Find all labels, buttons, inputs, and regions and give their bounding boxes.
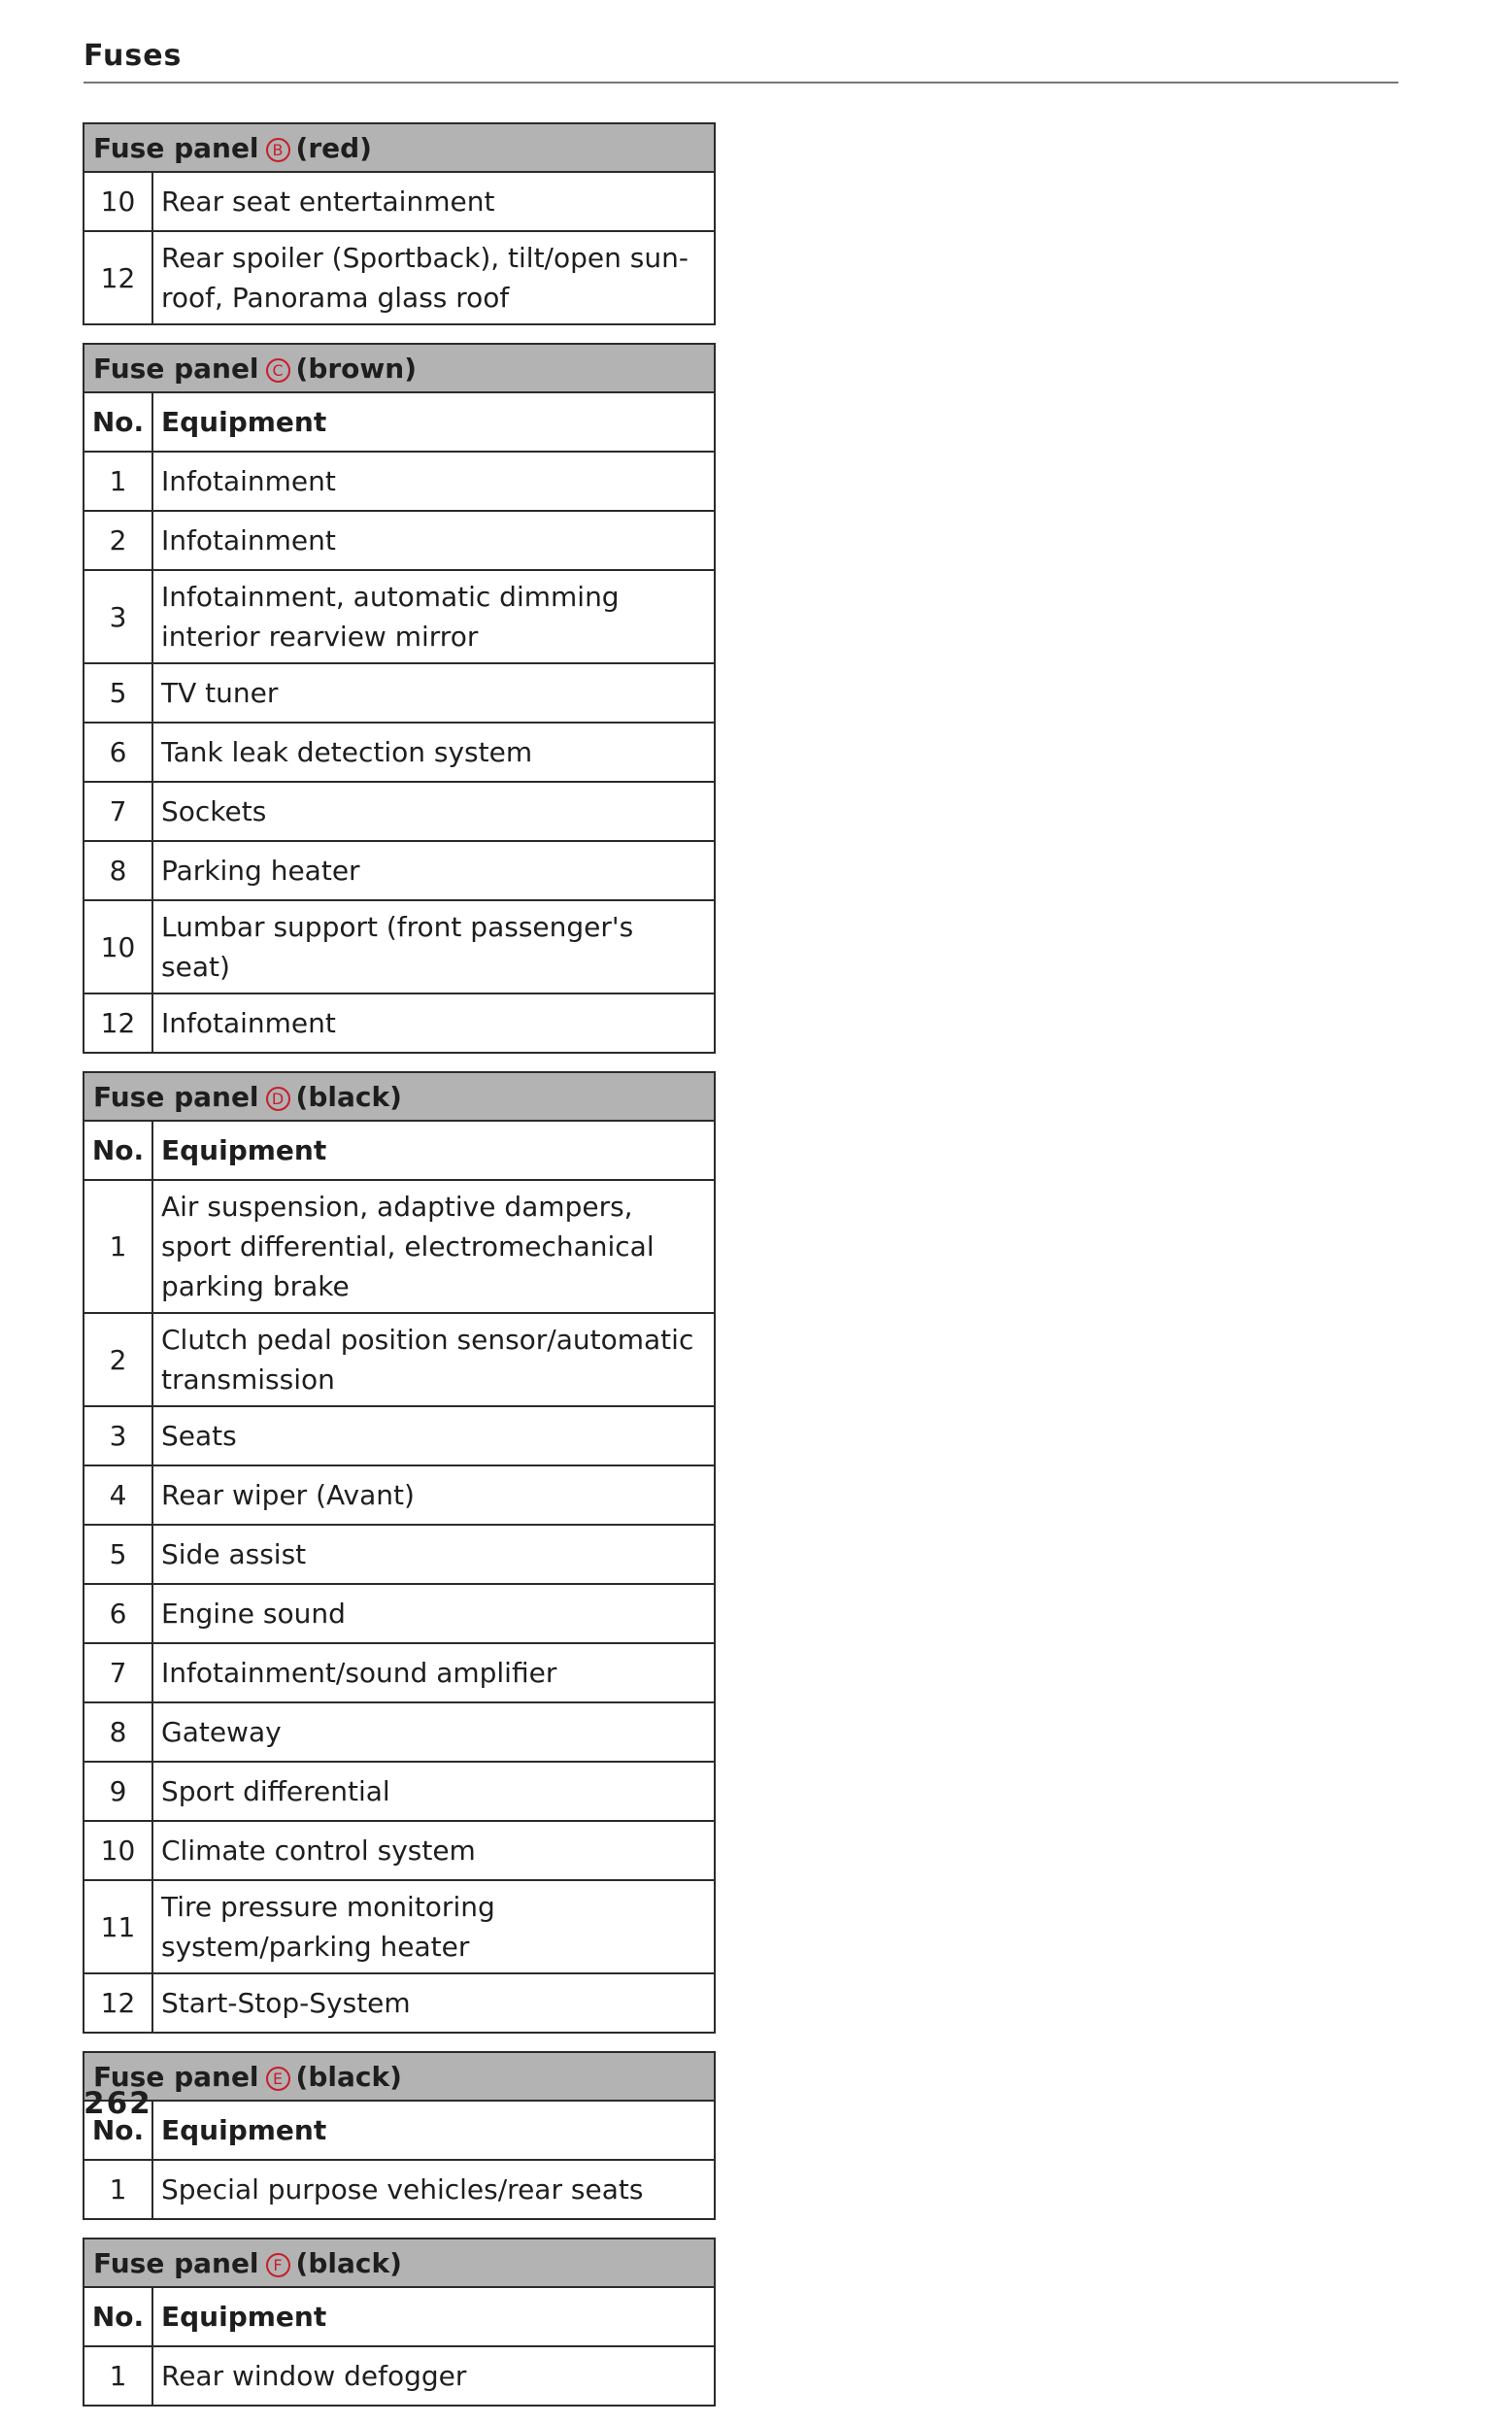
- fuse-equipment: Infotainment, automatic dimming interior rearview mirror: [152, 570, 715, 663]
- fuse-equipment: Rear wiper (Avant): [152, 1465, 715, 1525]
- fuse-number: 10: [84, 1821, 152, 1880]
- column-header-row: [84, 2101, 715, 2160]
- fuse-equipment: Air suspension, adaptive dampers, sport differential, electromechanical parking brake: [152, 1180, 715, 1313]
- table-row: [84, 1880, 715, 1973]
- fuse-equipment: Sockets: [152, 782, 715, 841]
- fuse-equipment: Climate control system: [152, 1821, 715, 1880]
- fuse-equipment: Tire pressure monitoring system/parking heater: [152, 1880, 715, 1973]
- table-row: [84, 1313, 715, 1406]
- table-row: [84, 723, 715, 782]
- fuse-number: 10: [84, 900, 152, 993]
- page-number: 262: [84, 2086, 152, 2121]
- table-row: [84, 172, 715, 231]
- table-row: [84, 993, 715, 1053]
- panel-header: [84, 2052, 715, 2101]
- header-divider: [84, 82, 1398, 84]
- fuse-number: 10: [84, 172, 152, 231]
- fuse-equipment: Clutch pedal position sensor/automatic transmission: [152, 1313, 715, 1406]
- fuse-number: 8: [84, 1702, 152, 1762]
- fuse-equipment: Special purpose vehicles/rear seats: [152, 2160, 715, 2219]
- fuse-number: 9: [84, 1762, 152, 1821]
- table-row: [84, 2160, 715, 2219]
- column-header-equipment: Equipment: [152, 392, 715, 452]
- panel-color: (red): [295, 131, 372, 164]
- panel-header-row: [84, 344, 715, 392]
- fuse-number: 12: [84, 993, 152, 1053]
- panel-letter-circle-icon: D: [266, 1087, 290, 1111]
- panel-prefix: Fuse panel: [93, 1080, 259, 1113]
- fuse-number: 5: [84, 663, 152, 723]
- table-row: [84, 1821, 715, 1880]
- table-row: [84, 1973, 715, 2033]
- panel-color: (black): [295, 1080, 402, 1113]
- column-header-row: [84, 1121, 715, 1180]
- panel-color: (black): [295, 2246, 402, 2279]
- table-row: [84, 1465, 715, 1525]
- fuse-panel-f-table: [83, 2238, 716, 2407]
- fuse-panel-c-table: [83, 343, 716, 1054]
- fuse-number: 11: [84, 1880, 152, 1973]
- column-header-row: [84, 2287, 715, 2346]
- table-row: [84, 2346, 715, 2406]
- column-header-no: No.: [84, 392, 152, 452]
- fuse-number: 1: [84, 2160, 152, 2219]
- fuse-equipment: Gateway: [152, 1702, 715, 1762]
- fuse-panel-list: [83, 122, 716, 2424]
- column-header-equipment: Equipment: [152, 2101, 715, 2160]
- table-row: [84, 1762, 715, 1821]
- fuse-equipment: Rear seat entertainment: [152, 172, 715, 231]
- table-row: [84, 900, 715, 993]
- fuse-number: 2: [84, 511, 152, 570]
- fuse-number: 2: [84, 1313, 152, 1406]
- table-row: [84, 1180, 715, 1313]
- fuse-number: 7: [84, 1643, 152, 1702]
- fuse-number: 4: [84, 1465, 152, 1525]
- column-header-row: [84, 392, 715, 452]
- fuse-equipment: Parking heater: [152, 841, 715, 900]
- panel-prefix: Fuse panel: [93, 2060, 259, 2093]
- table-row: [84, 1584, 715, 1643]
- fuse-equipment: Seats: [152, 1406, 715, 1465]
- table-row: [84, 782, 715, 841]
- table-row: [84, 663, 715, 723]
- panel-letter-circle-icon: E: [266, 2067, 290, 2091]
- fuse-number: 5: [84, 1525, 152, 1584]
- column-header-equipment: Equipment: [152, 2287, 715, 2346]
- fuse-panel-b-table: [83, 122, 716, 325]
- panel-header-row: [84, 2052, 715, 2101]
- fuse-equipment: TV tuner: [152, 663, 715, 723]
- fuse-number: 1: [84, 452, 152, 511]
- panel-header-row: [84, 2239, 715, 2287]
- fuse-number: 7: [84, 782, 152, 841]
- panel-header-row: [84, 1072, 715, 1121]
- fuse-number: 8: [84, 841, 152, 900]
- fuse-panel-d-table: [83, 1071, 716, 2034]
- panel-letter-circle-icon: F: [266, 2253, 290, 2277]
- panel-prefix: Fuse panel: [93, 131, 259, 164]
- fuse-number: 12: [84, 1973, 152, 2033]
- panel-color: (black): [295, 2060, 402, 2093]
- fuse-equipment: Infotainment: [152, 993, 715, 1053]
- table-row: [84, 1702, 715, 1762]
- table-row: [84, 1643, 715, 1702]
- panel-prefix: Fuse panel: [93, 2246, 259, 2279]
- panel-header-row: [84, 123, 715, 172]
- panel-color: (brown): [295, 352, 418, 385]
- table-row: [84, 841, 715, 900]
- fuse-equipment: Infotainment: [152, 511, 715, 570]
- fuse-equipment: Rear spoiler (Sportback), tilt/open sun-roof, Panorama glass roof: [152, 231, 715, 324]
- fuse-equipment: Lumbar support (front passenger's seat): [152, 900, 715, 993]
- fuse-equipment: Infotainment/sound amplifier: [152, 1643, 715, 1702]
- column-header-no: No.: [84, 2101, 152, 2160]
- fuse-equipment: Sport differential: [152, 1762, 715, 1821]
- fuse-number: 6: [84, 1584, 152, 1643]
- page-header-title: Fuses: [84, 39, 183, 73]
- fuse-number: 3: [84, 1406, 152, 1465]
- panel-prefix: Fuse panel: [93, 352, 259, 385]
- column-header-no: No.: [84, 2287, 152, 2346]
- panel-letter-circle-icon: C: [266, 358, 290, 383]
- fuse-equipment: Start-Stop-System: [152, 1973, 715, 2033]
- table-row: [84, 570, 715, 663]
- panel-header: [84, 2239, 715, 2287]
- column-header-no: No.: [84, 1121, 152, 1180]
- fuse-number: 1: [84, 1180, 152, 1313]
- table-row: [84, 231, 715, 324]
- panel-header: [84, 123, 715, 172]
- panel-header: [84, 344, 715, 392]
- fuse-equipment: Rear window defogger: [152, 2346, 715, 2406]
- panel-letter-circle-icon: B: [266, 138, 290, 162]
- fuse-equipment: Infotainment: [152, 452, 715, 511]
- table-row: [84, 1525, 715, 1584]
- table-row: [84, 1406, 715, 1465]
- fuse-panel-e-table: [83, 2051, 716, 2220]
- fuse-equipment: Side assist: [152, 1525, 715, 1584]
- fuse-equipment: Engine sound: [152, 1584, 715, 1643]
- table-row: [84, 511, 715, 570]
- fuse-number: 12: [84, 231, 152, 324]
- fuse-number: 6: [84, 723, 152, 782]
- panel-header: [84, 1072, 715, 1121]
- fuse-number: 3: [84, 570, 152, 663]
- column-header-equipment: Equipment: [152, 1121, 715, 1180]
- table-row: [84, 452, 715, 511]
- fuse-equipment: Tank leak detection system: [152, 723, 715, 782]
- fuse-number: 1: [84, 2346, 152, 2406]
